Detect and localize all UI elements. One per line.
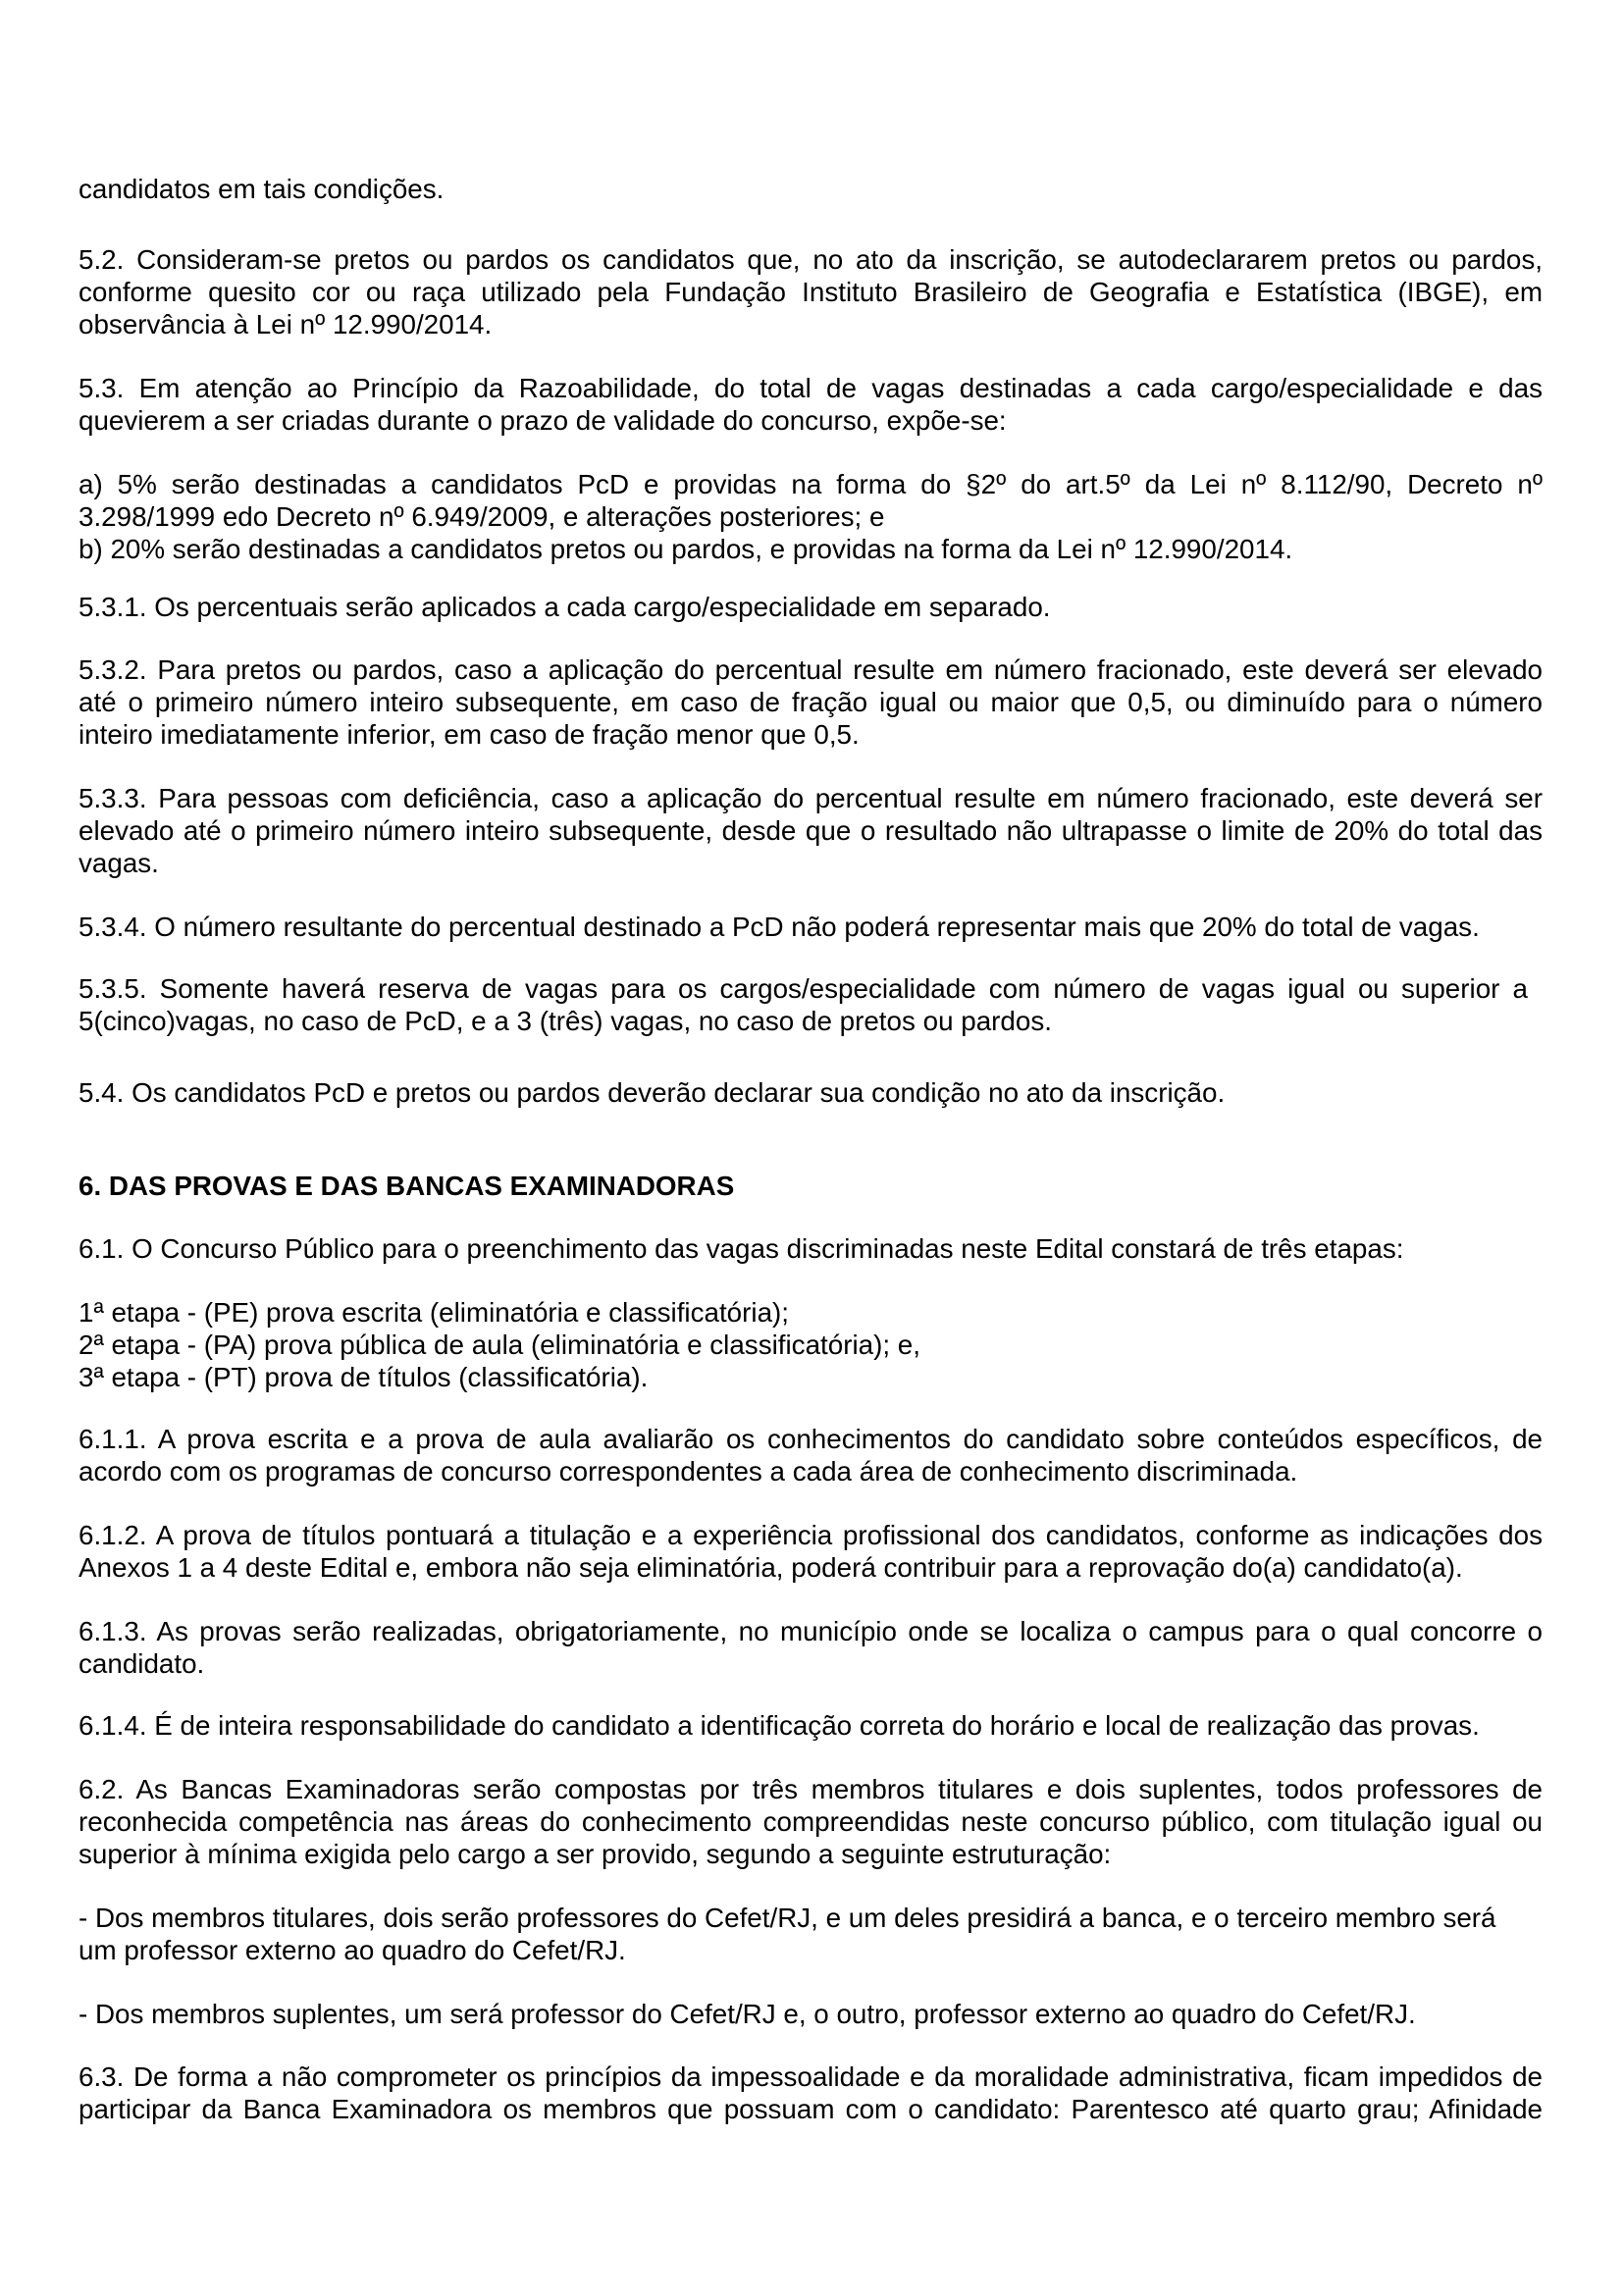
paragraph-5-3-2 bbox=[79, 653, 1543, 751]
text-line: - Dos membros titulares, dois serão professores do Cefet/RJ, e um deles presidirá a banca, e o terceiro membro será bbox=[79, 1903, 1496, 1933]
text-line: 5.3.5. Somente haverá reserva de vagas para os cargos/especialidade com número de vagas igual ou superior a bbox=[79, 973, 1528, 1004]
text-line: 5(cinco)vagas, no caso de PcD, e a 3 (três) vagas, no caso de pretos ou pardos. bbox=[79, 1006, 1052, 1036]
section-heading-6 bbox=[79, 1170, 1543, 1202]
section-title: 6. DAS PROVAS E DAS BANCAS EXAMINADORAS bbox=[79, 1171, 735, 1201]
text-line: 5.2. Consideram-se pretos ou pardos os candidatos que, no ato da inscrição, se autodeclararem pretos ou pardos, bbox=[79, 244, 1543, 275]
text-line: 6.1.1. A prova escrita e a prova de aula avaliarão os conhecimentos do candidato sobre conteúdos específicos, de bbox=[79, 1424, 1543, 1454]
text-line: 5.3.4. O número resultante do percentual destinado a PcD não poderá representar mais que 20% do total de vagas. bbox=[79, 912, 1480, 942]
text-line: vagas. bbox=[79, 848, 159, 878]
stage-list bbox=[79, 1296, 1543, 1393]
text-line: acordo com os programas de concurso correspondentes a cada área de conhecimento discriminada. bbox=[79, 1456, 1298, 1487]
text-line: um professor externo ao quadro do Cefet/RJ. bbox=[79, 1935, 626, 1965]
paragraph-5-3-1 bbox=[79, 591, 1543, 623]
text-line: 6.1.4. É de inteira responsabilidade do candidato a identificação correta do horário e local de realização das provas. bbox=[79, 1710, 1480, 1741]
text-line: participar da Banca Examinadora os membros que possuam com o candidato: Parentesco até quarto grau; Afinidade bbox=[79, 2094, 1543, 2124]
paragraph-6-1-3 bbox=[79, 1615, 1543, 1680]
paragraph-6-1 bbox=[79, 1232, 1543, 1265]
text-line: superior à mínima exigida pelo cargo a ser provido, segundo a seguinte estruturação: bbox=[79, 1839, 1112, 1869]
text-line: 3.298/1999 edo Decreto nº 6.949/2009, e alterações posteriores; e bbox=[79, 501, 885, 532]
paragraph-6-3 bbox=[79, 2060, 1543, 2125]
paragraph-5-4 bbox=[79, 1076, 1543, 1109]
paragraph-6-1-4 bbox=[79, 1709, 1543, 1742]
paragraph-5-3-3 bbox=[79, 782, 1543, 879]
paragraph-6-1-2 bbox=[79, 1519, 1543, 1584]
text-line: 6.2. As Bancas Examinadoras serão compostas por três membros titulares e dois suplentes, todos professores de bbox=[79, 1774, 1543, 1804]
list-item-b: b) 20% serão destinadas a candidatos pretos ou pardos, e providas na forma da Lei nº 12.990/2014. bbox=[79, 534, 1293, 564]
text-line: 5.4. Os candidatos PcD e pretos ou pardos deverão declarar sua condição no ato da inscrição. bbox=[79, 1077, 1226, 1108]
text-line: candidato. bbox=[79, 1648, 205, 1679]
text-line: 5.3.3. Para pessoas com deficiência, caso a aplicação do percentual resulte em número fracionado, este deverá ser bbox=[79, 783, 1543, 813]
text-line: 6.3. De forma a não comprometer os princípios da impessoalidade e da moralidade administrativa, ficam impedidos de bbox=[79, 2061, 1543, 2092]
text-line: inteiro imediatamente inferior, em caso de fração menor que 0,5. bbox=[79, 719, 860, 750]
paragraph-5-3-5 bbox=[79, 972, 1528, 1037]
text-line: 5.3. Em atenção ao Princípio da Razoabilidade, do total de vagas destinadas a cada cargo/especialidade e das bbox=[79, 373, 1543, 403]
paragraph-continuation bbox=[79, 173, 1543, 205]
text-line: reconhecida competência nas áreas do conhecimento compreendidas neste concurso público, com titulação igual ou bbox=[79, 1806, 1543, 1837]
paragraph-titular-members bbox=[79, 1902, 1543, 1966]
text-line: candidatos em tais condições. bbox=[79, 174, 445, 204]
paragraph-5-3-items bbox=[79, 468, 1543, 565]
paragraph-5-3-4 bbox=[79, 911, 1543, 943]
list-item: 2ª etapa - (PA) prova pública de aula (eliminatória e classificatória); e, bbox=[79, 1330, 920, 1360]
text-line: Anexos 1 a 4 deste Edital e, embora não seja eliminatória, poderá contribuir para a reprovação do(a) candidato(a). bbox=[79, 1552, 1463, 1583]
text-line: 6.1.3. As provas serão realizadas, obrigatoriamente, no município onde se localiza o campus para o qual concorre o bbox=[79, 1616, 1543, 1646]
text-line: - Dos membros suplentes, um será professor do Cefet/RJ e, o outro, professor externo ao quadro do Cefet/RJ. bbox=[79, 1999, 1416, 2029]
list-item-a: a) 5% serão destinadas a candidatos PcD e providas na forma do §2º do art.5º da Lei nº 8.112/90, Decreto nº bbox=[79, 469, 1543, 499]
list-item: 3ª etapa - (PT) prova de títulos (classificatória). bbox=[79, 1362, 649, 1392]
text-line: 5.3.1. Os percentuais serão aplicados a cada cargo/especialidade em separado. bbox=[79, 592, 1051, 622]
paragraph-substitute-members bbox=[79, 1998, 1543, 2030]
list-item: 1ª etapa - (PE) prova escrita (eliminatória e classificatória); bbox=[79, 1297, 790, 1328]
text-line: 6.1. O Concurso Público para o preenchimento das vagas discriminadas neste Edital constará de três etapas: bbox=[79, 1233, 1404, 1264]
paragraph-6-1-1 bbox=[79, 1423, 1543, 1487]
paragraph-6-2 bbox=[79, 1773, 1543, 1870]
paragraph-5-3 bbox=[79, 372, 1543, 437]
text-line: elevado até o primeiro número inteiro subsequente, desde que o resultado não ultrapasse o limite de 20% do total das bbox=[79, 815, 1543, 846]
text-line: até o primeiro número inteiro subsequente, em caso de fração igual ou maior que 0,5, ou diminuído para o número bbox=[79, 687, 1543, 717]
text-line: 5.3.2. Para pretos ou pardos, caso a aplicação do percentual resulte em número fracionado, este deverá ser elevado bbox=[79, 654, 1543, 685]
text-line: observância à Lei nº 12.990/2014. bbox=[79, 309, 493, 339]
text-line: quevierem a ser criadas durante o prazo de validade do concurso, expõe-se: bbox=[79, 405, 1007, 436]
text-line: conforme quesito cor ou raça utilizado pela Fundação Instituto Brasileiro de Geografia e Estatística (IBGE), em bbox=[79, 277, 1543, 307]
text-line: 6.1.2. A prova de títulos pontuará a titulação e a experiência profissional dos candidatos, conforme as indicações dos bbox=[79, 1520, 1543, 1550]
paragraph-5-2 bbox=[79, 243, 1543, 340]
